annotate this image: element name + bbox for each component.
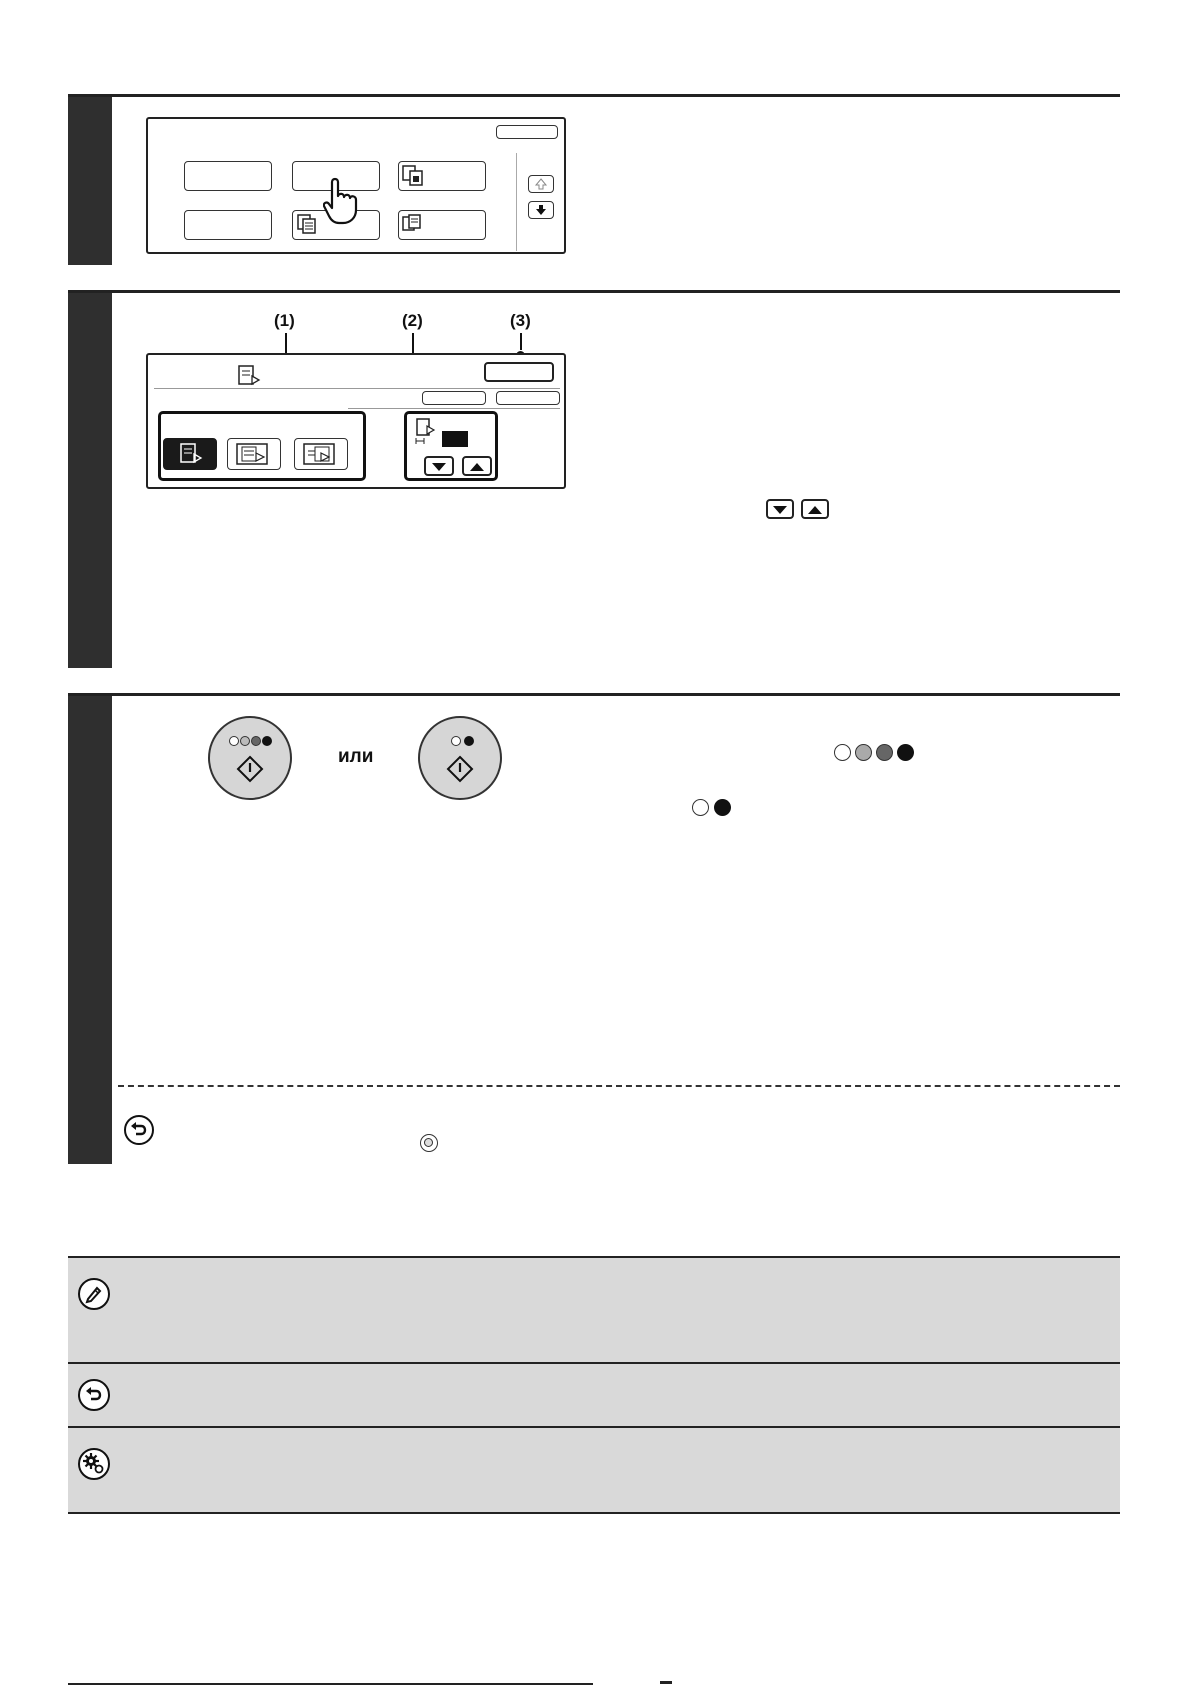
triangle-down-icon <box>768 501 792 517</box>
dot-black-icon <box>262 736 272 746</box>
shift-right-key[interactable] <box>227 438 281 470</box>
cancel-key[interactable] <box>422 391 486 405</box>
inline-dot-black-icon <box>897 744 914 761</box>
clear-all-inner-icon <box>424 1138 433 1147</box>
footer-mark <box>660 1681 672 1684</box>
step2-sidebar <box>68 293 112 668</box>
dot-light-grey-icon <box>240 736 250 746</box>
no-shift-key[interactable] <box>163 438 217 470</box>
shift-left-key[interactable] <box>294 438 348 470</box>
tab-divider <box>348 408 560 409</box>
undo-arrow-icon <box>126 1117 151 1142</box>
clear-all-key-icon <box>420 1134 438 1152</box>
ok-key[interactable] <box>496 125 558 139</box>
inline-dot-white-icon <box>834 744 851 761</box>
step3-sidebar <box>68 696 112 1164</box>
triangle-up-icon <box>803 501 827 517</box>
callout-1: (1) <box>274 311 295 330</box>
cancel-box <box>68 1364 1120 1426</box>
callout-2: (2) <box>402 311 423 330</box>
inline-dot-dark-grey-icon <box>876 744 893 761</box>
shift-left-icon <box>301 441 341 467</box>
notes-bottom-rule <box>68 1512 1120 1514</box>
start-icon <box>235 754 265 784</box>
triangle-down-icon <box>426 458 452 474</box>
start-icon <box>445 754 475 784</box>
gears-icon <box>80 1450 107 1477</box>
ok-key[interactable] <box>484 362 554 382</box>
step3-top-rule <box>68 693 1120 696</box>
shift-width-icon <box>414 417 436 447</box>
dot-black-icon <box>464 736 474 746</box>
return-icon <box>78 1379 110 1411</box>
callout-3-leader <box>520 333 522 350</box>
dot-dark-grey-icon <box>251 736 261 746</box>
inline-dot-light-grey-icon <box>855 744 872 761</box>
shift-right-icon <box>234 441 274 467</box>
decrease-key[interactable] <box>424 456 454 476</box>
dot-white-icon <box>451 736 461 746</box>
color-start-key[interactable] <box>208 716 292 800</box>
ok-key-secondary[interactable] <box>496 391 560 405</box>
scroll-up-key[interactable] <box>528 175 554 193</box>
note-icon <box>78 1278 110 1310</box>
step2-top-rule <box>68 290 1120 293</box>
arrow-up-icon <box>529 176 553 192</box>
dot-white-icon <box>229 736 239 746</box>
pages-icon <box>295 213 321 237</box>
step1-top-rule <box>68 94 1120 97</box>
inline-dot-white-icon <box>692 799 709 816</box>
mode-key-4[interactable] <box>184 210 272 240</box>
inline-increase-key-icon <box>801 499 829 519</box>
margin-shift-screen <box>146 353 566 489</box>
bw-start-key[interactable] <box>418 716 502 800</box>
page-icon <box>176 441 206 467</box>
increase-key[interactable] <box>462 456 492 476</box>
inline-dot-black-icon <box>714 799 731 816</box>
document-icon <box>401 164 427 188</box>
triangle-up-icon <box>464 458 490 474</box>
callout-3: (3) <box>510 311 531 330</box>
scroll-divider <box>516 153 517 251</box>
return-icon <box>124 1115 154 1145</box>
scroll-down-key[interactable] <box>528 201 554 219</box>
mode-key-3[interactable] <box>398 161 486 191</box>
title-divider <box>154 388 560 389</box>
arrow-down-icon <box>529 202 553 218</box>
mode-key-6[interactable] <box>398 210 486 240</box>
step1-sidebar <box>68 97 112 265</box>
system-settings-icon <box>78 1448 110 1480</box>
note-box <box>68 1258 1120 1362</box>
or-label: или <box>338 746 374 767</box>
mode-key-1[interactable] <box>184 161 272 191</box>
margin-shift-icon <box>236 364 262 388</box>
undo-arrow-icon <box>80 1381 107 1408</box>
settings-box <box>68 1428 1120 1512</box>
inline-decrease-key-icon <box>766 499 794 519</box>
shift-width-value <box>442 431 468 447</box>
copy-pages-icon <box>401 213 427 237</box>
step3-dashed-divider <box>118 1085 1120 1087</box>
pencil-icon <box>80 1280 107 1307</box>
hand-pointer-icon <box>323 176 363 226</box>
